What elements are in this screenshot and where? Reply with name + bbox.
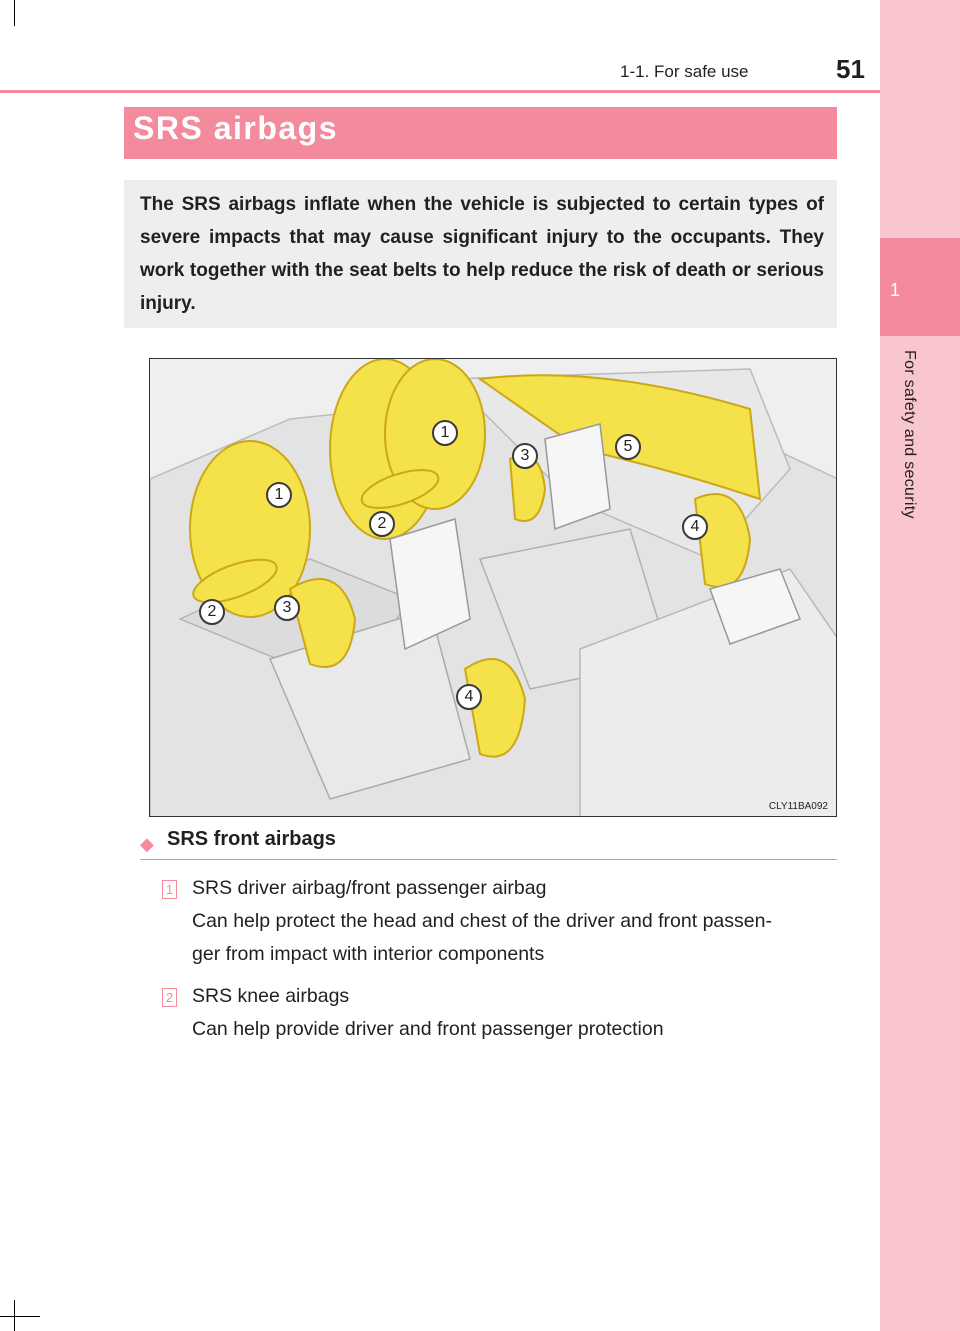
callout-4: 4 <box>682 514 708 540</box>
page-number: 51 <box>836 54 865 84</box>
section-label: 1-1. For safe use <box>620 62 749 81</box>
crop-mark <box>0 1316 40 1317</box>
item-1-desc-line2: ger from impact with interior components <box>192 943 545 965</box>
header-rule <box>0 90 880 93</box>
section-rule <box>140 859 837 860</box>
chapter-title: For safety and security <box>901 350 918 519</box>
car-interior-drawing <box>150 359 837 817</box>
item-2-title: SRS knee airbags <box>192 985 350 1007</box>
airbag-illustration <box>149 358 837 817</box>
section-heading: SRS front airbags <box>167 828 336 850</box>
callout-5: 5 <box>615 434 641 460</box>
page-title: SRS airbags <box>133 110 339 146</box>
callout-3: 3 <box>274 595 300 621</box>
callout-1: 1 <box>266 482 292 508</box>
callout-3: 3 <box>512 443 538 469</box>
chapter-number: 1 <box>889 280 900 300</box>
callout-1: 1 <box>432 420 458 446</box>
intro-text: The SRS airbags inflate when the vehicle is subjected to certain types of severe impacts that may cause significant injury to the occupants. They work together with the seat belts to help reduce the risk of death or serious injury. <box>140 194 824 314</box>
item-number-1: 1 <box>162 880 177 899</box>
side-tab <box>880 0 960 1331</box>
callout-2: 2 <box>199 599 225 625</box>
callout-4: 4 <box>456 684 482 710</box>
crop-mark <box>14 0 15 26</box>
item-1-title: SRS driver airbag/front passenger airbag <box>192 877 547 899</box>
item-2-desc: Can help provide driver and front passenger protection <box>192 1018 664 1040</box>
figure-code: CLY11BA092 <box>768 801 828 812</box>
item-1-desc-line1: Can help protect the head and chest of the driver and front passen- <box>192 910 772 932</box>
callout-2: 2 <box>369 511 395 537</box>
diamond-bullet-icon: ◆ <box>140 834 154 854</box>
item-number-2: 2 <box>162 988 177 1007</box>
